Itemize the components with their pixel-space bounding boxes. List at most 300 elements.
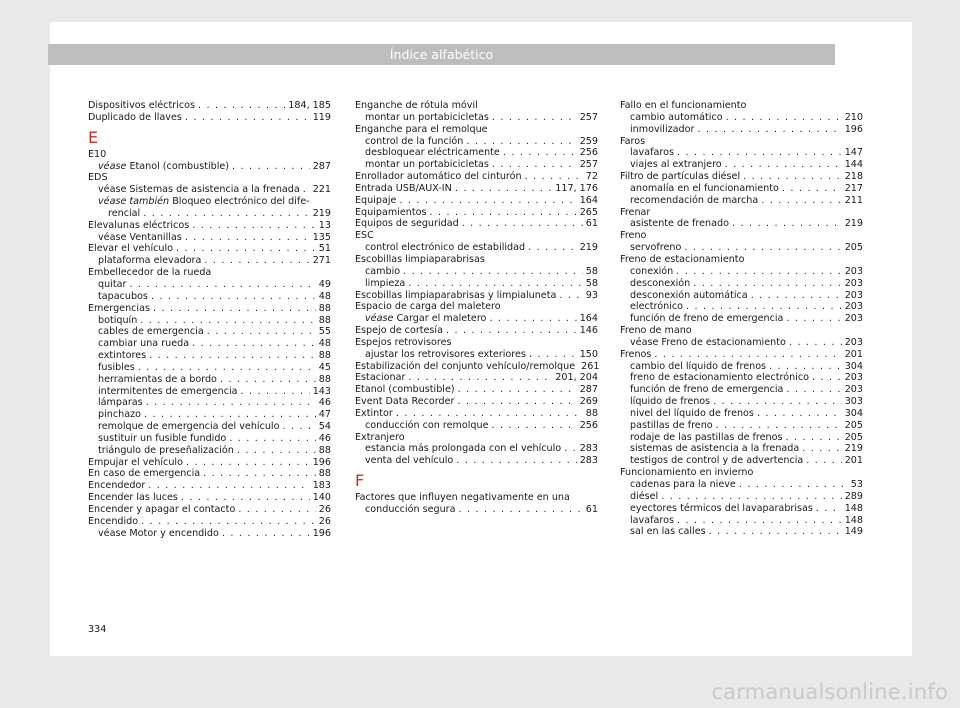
entry-text: Enrollador automático del cinturón	[355, 171, 522, 183]
index-column-1	[88, 100, 331, 540]
dot-leader	[684, 242, 841, 254]
entry-page: 135	[312, 231, 331, 243]
entry-text: inmovilizador	[630, 123, 695, 135]
page-title: Índice alfabético	[389, 47, 494, 62]
dot-leader	[739, 479, 848, 491]
entry-text: pinchazo	[98, 409, 141, 421]
index-entry	[355, 195, 598, 207]
entry-text: Entrada USB/AUX-IN	[355, 182, 452, 194]
entry-text: eyectores térmicos del lavaparabrisas	[630, 502, 813, 514]
dot-leader	[806, 455, 841, 467]
index-heading	[355, 100, 598, 112]
index-entry	[620, 147, 863, 159]
index-heading	[620, 467, 863, 479]
entry-page: 117, 176	[555, 182, 598, 194]
entry-page: 218	[844, 171, 863, 183]
index-entry	[88, 480, 331, 492]
dot-leader	[181, 492, 310, 504]
entry-text: cambiar una rueda	[98, 338, 190, 350]
dot-leader	[237, 445, 316, 457]
index-entry	[620, 503, 863, 515]
entry-page: 148	[844, 502, 863, 514]
dot-leader	[757, 408, 842, 420]
entry-page: 53	[850, 479, 863, 490]
entry-text: anomalía en el funcionamiento	[630, 182, 779, 194]
entry-text: limpieza	[365, 277, 406, 289]
entry-page: 13	[318, 219, 331, 231]
index-entry	[355, 171, 598, 183]
entry-text: Faros	[620, 135, 646, 147]
section-letter: F	[355, 471, 365, 491]
entry-text: E10	[88, 148, 107, 160]
dot-leader	[176, 243, 316, 255]
entry-text: Filtro de partículas diésel	[620, 171, 741, 183]
entry-text: Equipaje	[355, 194, 397, 206]
entry-page: 221	[312, 184, 331, 196]
entry-page: 150	[579, 348, 598, 360]
entry-text: triángulo de preseñalización	[98, 444, 234, 456]
entry-text: Extranjero	[355, 431, 405, 443]
index-entry	[620, 195, 863, 207]
entry-text: Espejos retrovisores	[355, 336, 452, 348]
entry-text: herramientas de a bordo	[98, 373, 217, 385]
entry-page: 164	[579, 313, 598, 325]
entry-page: 304	[844, 360, 863, 372]
entry-text: Elevalunas eléctricos	[88, 219, 190, 231]
index-entry	[88, 255, 331, 267]
dot-leader	[751, 290, 842, 302]
entry-text: Emergencias	[88, 302, 150, 314]
entry-page: 147	[844, 147, 863, 159]
dot-leader	[503, 147, 577, 159]
index-entry	[88, 161, 331, 173]
page-header	[48, 44, 835, 65]
entry-text: lavafaros	[630, 514, 674, 526]
entry-text: cadenas para la nieve	[630, 479, 736, 490]
entry-page: 46	[318, 432, 331, 444]
index-entry	[88, 112, 331, 124]
dot-leader	[786, 313, 841, 325]
entry-page: 148	[844, 514, 863, 526]
entry-text: Frenos	[620, 348, 652, 360]
entry-page: 203	[844, 301, 863, 313]
index-entry	[620, 491, 863, 503]
entry-text: intermitentes de emergencia	[98, 385, 238, 397]
dot-leader	[408, 372, 552, 384]
entry-page: 256	[579, 147, 598, 159]
index-heading	[88, 267, 331, 279]
entry-text: fusibles	[98, 361, 135, 373]
index-entry	[88, 279, 331, 291]
entry-page: 88	[318, 350, 331, 362]
entry-text: Enganche de rótula móvil	[355, 100, 478, 111]
dot-leader	[220, 374, 316, 386]
entry-text: líquido de frenos	[630, 396, 711, 408]
index-entry	[355, 266, 598, 278]
dot-leader	[528, 242, 577, 254]
dot-leader	[143, 208, 309, 220]
index-entry	[620, 396, 863, 408]
index-heading	[355, 337, 598, 349]
entry-text: cambio	[365, 265, 401, 277]
dot-leader	[492, 159, 577, 171]
entry-page: 211	[844, 194, 863, 206]
index-heading	[620, 136, 863, 148]
index-entry	[355, 242, 598, 254]
index-entry	[355, 159, 598, 171]
entry-text: freno de estacionamiento electrónico	[630, 372, 810, 384]
dot-leader	[786, 384, 841, 396]
entry-page: 45	[318, 361, 331, 373]
dot-leader	[204, 255, 309, 267]
entry-text: montar un portabicicletas	[365, 159, 489, 171]
index-entry	[355, 372, 598, 384]
entry-page: 210	[844, 111, 863, 123]
index-entry	[355, 313, 598, 325]
dot-leader	[812, 372, 842, 384]
dot-leader	[466, 136, 576, 148]
dot-leader	[677, 515, 842, 527]
index-heading	[355, 254, 598, 266]
entry-page: 88	[318, 373, 331, 385]
index-entry	[88, 232, 331, 244]
entry-text: Freno de estacionamiento	[620, 253, 745, 265]
entry-page: 61	[585, 218, 598, 230]
entry-text: Equipamientos	[355, 206, 427, 218]
entry-page: 88	[318, 444, 331, 456]
index-entry	[620, 183, 863, 195]
dot-leader	[677, 147, 842, 159]
entry-text: Encendedor	[88, 480, 146, 492]
entry-text: Equipos de seguridad	[355, 218, 459, 230]
entry-page: 196	[312, 527, 331, 539]
entry-page: 201	[844, 348, 863, 360]
index-heading	[88, 196, 331, 208]
entry-page: 54	[318, 421, 331, 433]
entry-text: recomendación de marcha	[630, 194, 759, 206]
entry-text: remolque de emergencia del vehículo	[98, 421, 280, 433]
dot-leader	[148, 480, 309, 492]
entry-text: estancia más prolongada con el vehículo	[365, 443, 562, 455]
index-entry	[88, 409, 331, 421]
entry-page: 184, 185	[288, 100, 331, 111]
entry-page: 58	[585, 277, 598, 289]
entry-page: 259	[579, 135, 598, 147]
index-entry	[620, 420, 863, 432]
entry-page: 203	[844, 384, 863, 396]
entry-page: 217	[844, 182, 863, 194]
dot-leader	[816, 503, 842, 515]
index-entry	[88, 326, 331, 338]
index-entry	[620, 278, 863, 290]
entry-text: desconexión automática	[630, 289, 748, 301]
entry-text: Event Data Recorder	[355, 396, 455, 408]
index-entry	[620, 301, 863, 313]
index-entry	[620, 313, 863, 325]
entry-text: función de freno de emergencia	[630, 384, 784, 396]
entry-text: EDS	[88, 172, 108, 184]
index-entry	[88, 291, 331, 303]
index-heading	[620, 325, 863, 337]
dot-leader	[661, 491, 841, 503]
entry-page: 196	[844, 123, 863, 135]
dot-leader	[185, 232, 310, 244]
entry-text: Embellecedor de la rueda	[88, 267, 212, 279]
entry-text: véase Motor y encendido	[98, 527, 219, 539]
entry-page: 88	[318, 468, 331, 480]
index-entry	[88, 243, 331, 255]
index-entry	[620, 479, 863, 491]
entry-text: electrónico	[630, 301, 683, 313]
dot-leader	[676, 266, 841, 278]
dot-leader	[489, 313, 576, 325]
index-entry	[88, 386, 331, 398]
entry-text: Extintor	[355, 407, 393, 419]
entry-text: Factores que influyen negativamente en una	[355, 492, 570, 504]
dot-leader	[709, 526, 842, 538]
entry-page: 48	[318, 338, 331, 350]
index-heading	[355, 230, 598, 242]
index-entry	[620, 432, 863, 444]
index-entry	[88, 457, 331, 469]
dot-leader	[146, 397, 316, 409]
dot-leader	[408, 278, 583, 290]
index-entry	[355, 325, 598, 337]
entry-text: Frenar	[620, 206, 651, 218]
dot-leader	[732, 218, 842, 230]
entry-text: Bloqueo electrónico del dife-	[172, 196, 310, 208]
entry-page: 205	[844, 242, 863, 254]
index-entry	[620, 290, 863, 302]
dot-leader	[282, 421, 315, 433]
entry-text: pastillas de freno	[630, 419, 713, 431]
dot-leader	[430, 207, 577, 219]
index-heading	[620, 230, 863, 242]
dot-leader	[529, 349, 577, 361]
index-entry	[355, 420, 598, 432]
index-entry	[88, 421, 331, 433]
entry-page: 261	[581, 360, 600, 372]
entry-text: rencial	[108, 207, 141, 219]
index-heading	[88, 149, 331, 161]
index-entry	[88, 208, 331, 220]
index-entry	[355, 218, 598, 230]
dot-leader	[140, 315, 315, 327]
dot-leader	[789, 337, 842, 349]
entry-page: 164	[579, 194, 598, 206]
entry-text: Etanol (combustible)	[355, 384, 455, 396]
dot-leader	[761, 195, 841, 207]
entry-text: ESC	[355, 230, 374, 242]
entry-text: función de freno de emergencia	[630, 313, 784, 325]
entry-text: viajes al extranjero	[630, 159, 722, 171]
entry-page: 26	[318, 515, 331, 527]
dot-leader	[457, 396, 576, 408]
entry-text: véase Freno de estacionamiento	[630, 336, 786, 348]
index-entry	[88, 303, 331, 315]
entry-text: Estabilización del conjunto vehículo/remolque	[355, 360, 576, 372]
dot-leader	[192, 220, 316, 232]
entry-page: 144	[844, 159, 863, 171]
dot-leader	[153, 303, 316, 315]
entry-text: Encender las luces	[88, 492, 178, 504]
dot-leader	[303, 184, 310, 196]
entry-page: 289	[844, 490, 863, 502]
dot-leader	[492, 112, 577, 124]
index-entry	[620, 112, 863, 124]
index-entry	[88, 350, 331, 362]
index-entry	[355, 384, 598, 396]
dot-leader	[785, 432, 841, 444]
dot-leader	[458, 384, 577, 396]
index-entry	[88, 362, 331, 374]
entry-text: plataforma elevadora	[98, 255, 202, 267]
index-entry	[620, 159, 863, 171]
entry-text: rodaje de las pastillas de frenos	[630, 431, 783, 443]
dot-leader	[203, 468, 316, 480]
dot-leader	[559, 290, 582, 302]
entry-text: Dispositivos eléctricos	[88, 100, 195, 111]
index-entry	[355, 408, 598, 420]
index-entry	[88, 468, 331, 480]
index-column-2	[355, 100, 598, 516]
entry-page: 58	[585, 265, 598, 277]
entry-page: 257	[579, 159, 598, 171]
entry-text: control electrónico de estabilidad	[365, 242, 526, 254]
entry-text: lavafaros	[630, 147, 674, 159]
index-heading	[355, 492, 598, 504]
entry-text: ajustar los retrovisores exteriores	[365, 348, 526, 360]
entry-text: Estacionar	[355, 372, 406, 384]
entry-text: Freno	[620, 230, 647, 242]
dot-leader	[144, 409, 316, 421]
entry-page: 26	[318, 504, 331, 515]
index-entry	[355, 147, 598, 159]
dot-leader	[491, 420, 576, 432]
entry-text: quitar	[98, 278, 127, 290]
index-entry	[88, 184, 331, 196]
dot-leader	[725, 159, 842, 171]
index-entry	[355, 183, 598, 195]
index-entry	[88, 338, 331, 350]
index-entry	[620, 124, 863, 136]
entry-page: 93	[585, 289, 598, 301]
entry-page: 88	[585, 407, 598, 419]
entry-text: conexión	[630, 265, 674, 277]
index-entry	[355, 290, 598, 302]
entry-text: sustituir un fusible fundido	[98, 432, 227, 444]
page-number: 334	[88, 624, 107, 635]
entry-page: 287	[312, 160, 331, 172]
dot-leader	[564, 443, 577, 455]
entry-page: 88	[318, 314, 331, 326]
index-heading	[620, 207, 863, 219]
entry-text: cables de emergencia	[98, 326, 204, 338]
entry-text: venta del vehículo	[365, 455, 454, 467]
entry-text: tapacubos	[98, 290, 148, 302]
index-entry	[620, 408, 863, 420]
index-entry	[88, 220, 331, 232]
section-letter: E	[88, 127, 99, 147]
dot-leader	[141, 516, 316, 528]
entry-text: En caso de emergencia	[88, 468, 201, 480]
entry-page: 219	[579, 242, 598, 254]
index-entry	[88, 374, 331, 386]
index-entry	[88, 397, 331, 409]
entry-text: control de la función	[365, 135, 464, 147]
entry-text: Enganche para el remolque	[355, 123, 488, 135]
dot-leader	[185, 112, 310, 124]
entry-prefix: véase también	[98, 196, 170, 208]
entry-prefix: véase	[365, 313, 394, 325]
entry-page: 269	[579, 396, 598, 408]
index-entry	[88, 315, 331, 327]
dot-leader	[802, 443, 841, 455]
entry-text: extintores	[98, 350, 147, 362]
index-entry	[88, 504, 331, 516]
dot-leader	[654, 349, 841, 361]
entry-text: Etanol (combustible)	[129, 160, 230, 172]
entry-text: Escobillas limpiaparabrisas	[355, 253, 485, 265]
entry-page: 203	[844, 336, 863, 348]
entry-page: 203	[844, 313, 863, 325]
index-heading	[620, 100, 863, 112]
dot-leader	[396, 408, 583, 420]
dot-leader	[399, 195, 576, 207]
index-entry	[620, 218, 863, 230]
entry-page: 46	[318, 397, 331, 409]
entry-page: 47	[318, 409, 331, 421]
dot-leader	[769, 361, 842, 373]
entry-page: 196	[312, 456, 331, 468]
entry-page: 205	[844, 419, 863, 431]
entry-page: 143	[312, 385, 331, 397]
entry-page: 203	[844, 372, 863, 384]
index-entry	[620, 242, 863, 254]
entry-text: lámparas	[98, 397, 143, 409]
index-entry	[355, 396, 598, 408]
index-entry	[355, 112, 598, 124]
index-entry	[620, 443, 863, 455]
entry-text: véase Sistemas de asistencia a la frenada	[98, 184, 300, 196]
dot-leader	[446, 325, 577, 337]
entry-page: 219	[844, 218, 863, 230]
entry-page: 287	[579, 384, 598, 396]
dot-leader	[462, 218, 583, 230]
entry-page: 72	[585, 171, 598, 183]
dot-leader	[459, 504, 583, 516]
entry-text: diésel	[630, 490, 659, 502]
index-entry	[620, 361, 863, 373]
dot-leader	[186, 457, 310, 469]
index-entry	[620, 384, 863, 396]
entry-text: Encender y apagar el contacto	[88, 504, 236, 515]
index-entry	[88, 516, 331, 528]
index-entry	[355, 504, 598, 516]
entry-text: montar un portabicicletas	[365, 111, 489, 123]
entry-text: Escobillas limpiaparabrisas y limpialuneta	[355, 289, 557, 301]
index-entry	[620, 337, 863, 349]
entry-page: 205	[844, 431, 863, 443]
entry-page: 283	[579, 455, 598, 467]
dot-leader	[693, 278, 841, 290]
entry-page: 201	[844, 455, 863, 467]
entry-text: conducción con remolque	[365, 419, 489, 431]
entry-page: 203	[844, 265, 863, 277]
index-entry	[620, 349, 863, 361]
dot-leader	[241, 386, 310, 398]
entry-page: 88	[318, 302, 331, 314]
